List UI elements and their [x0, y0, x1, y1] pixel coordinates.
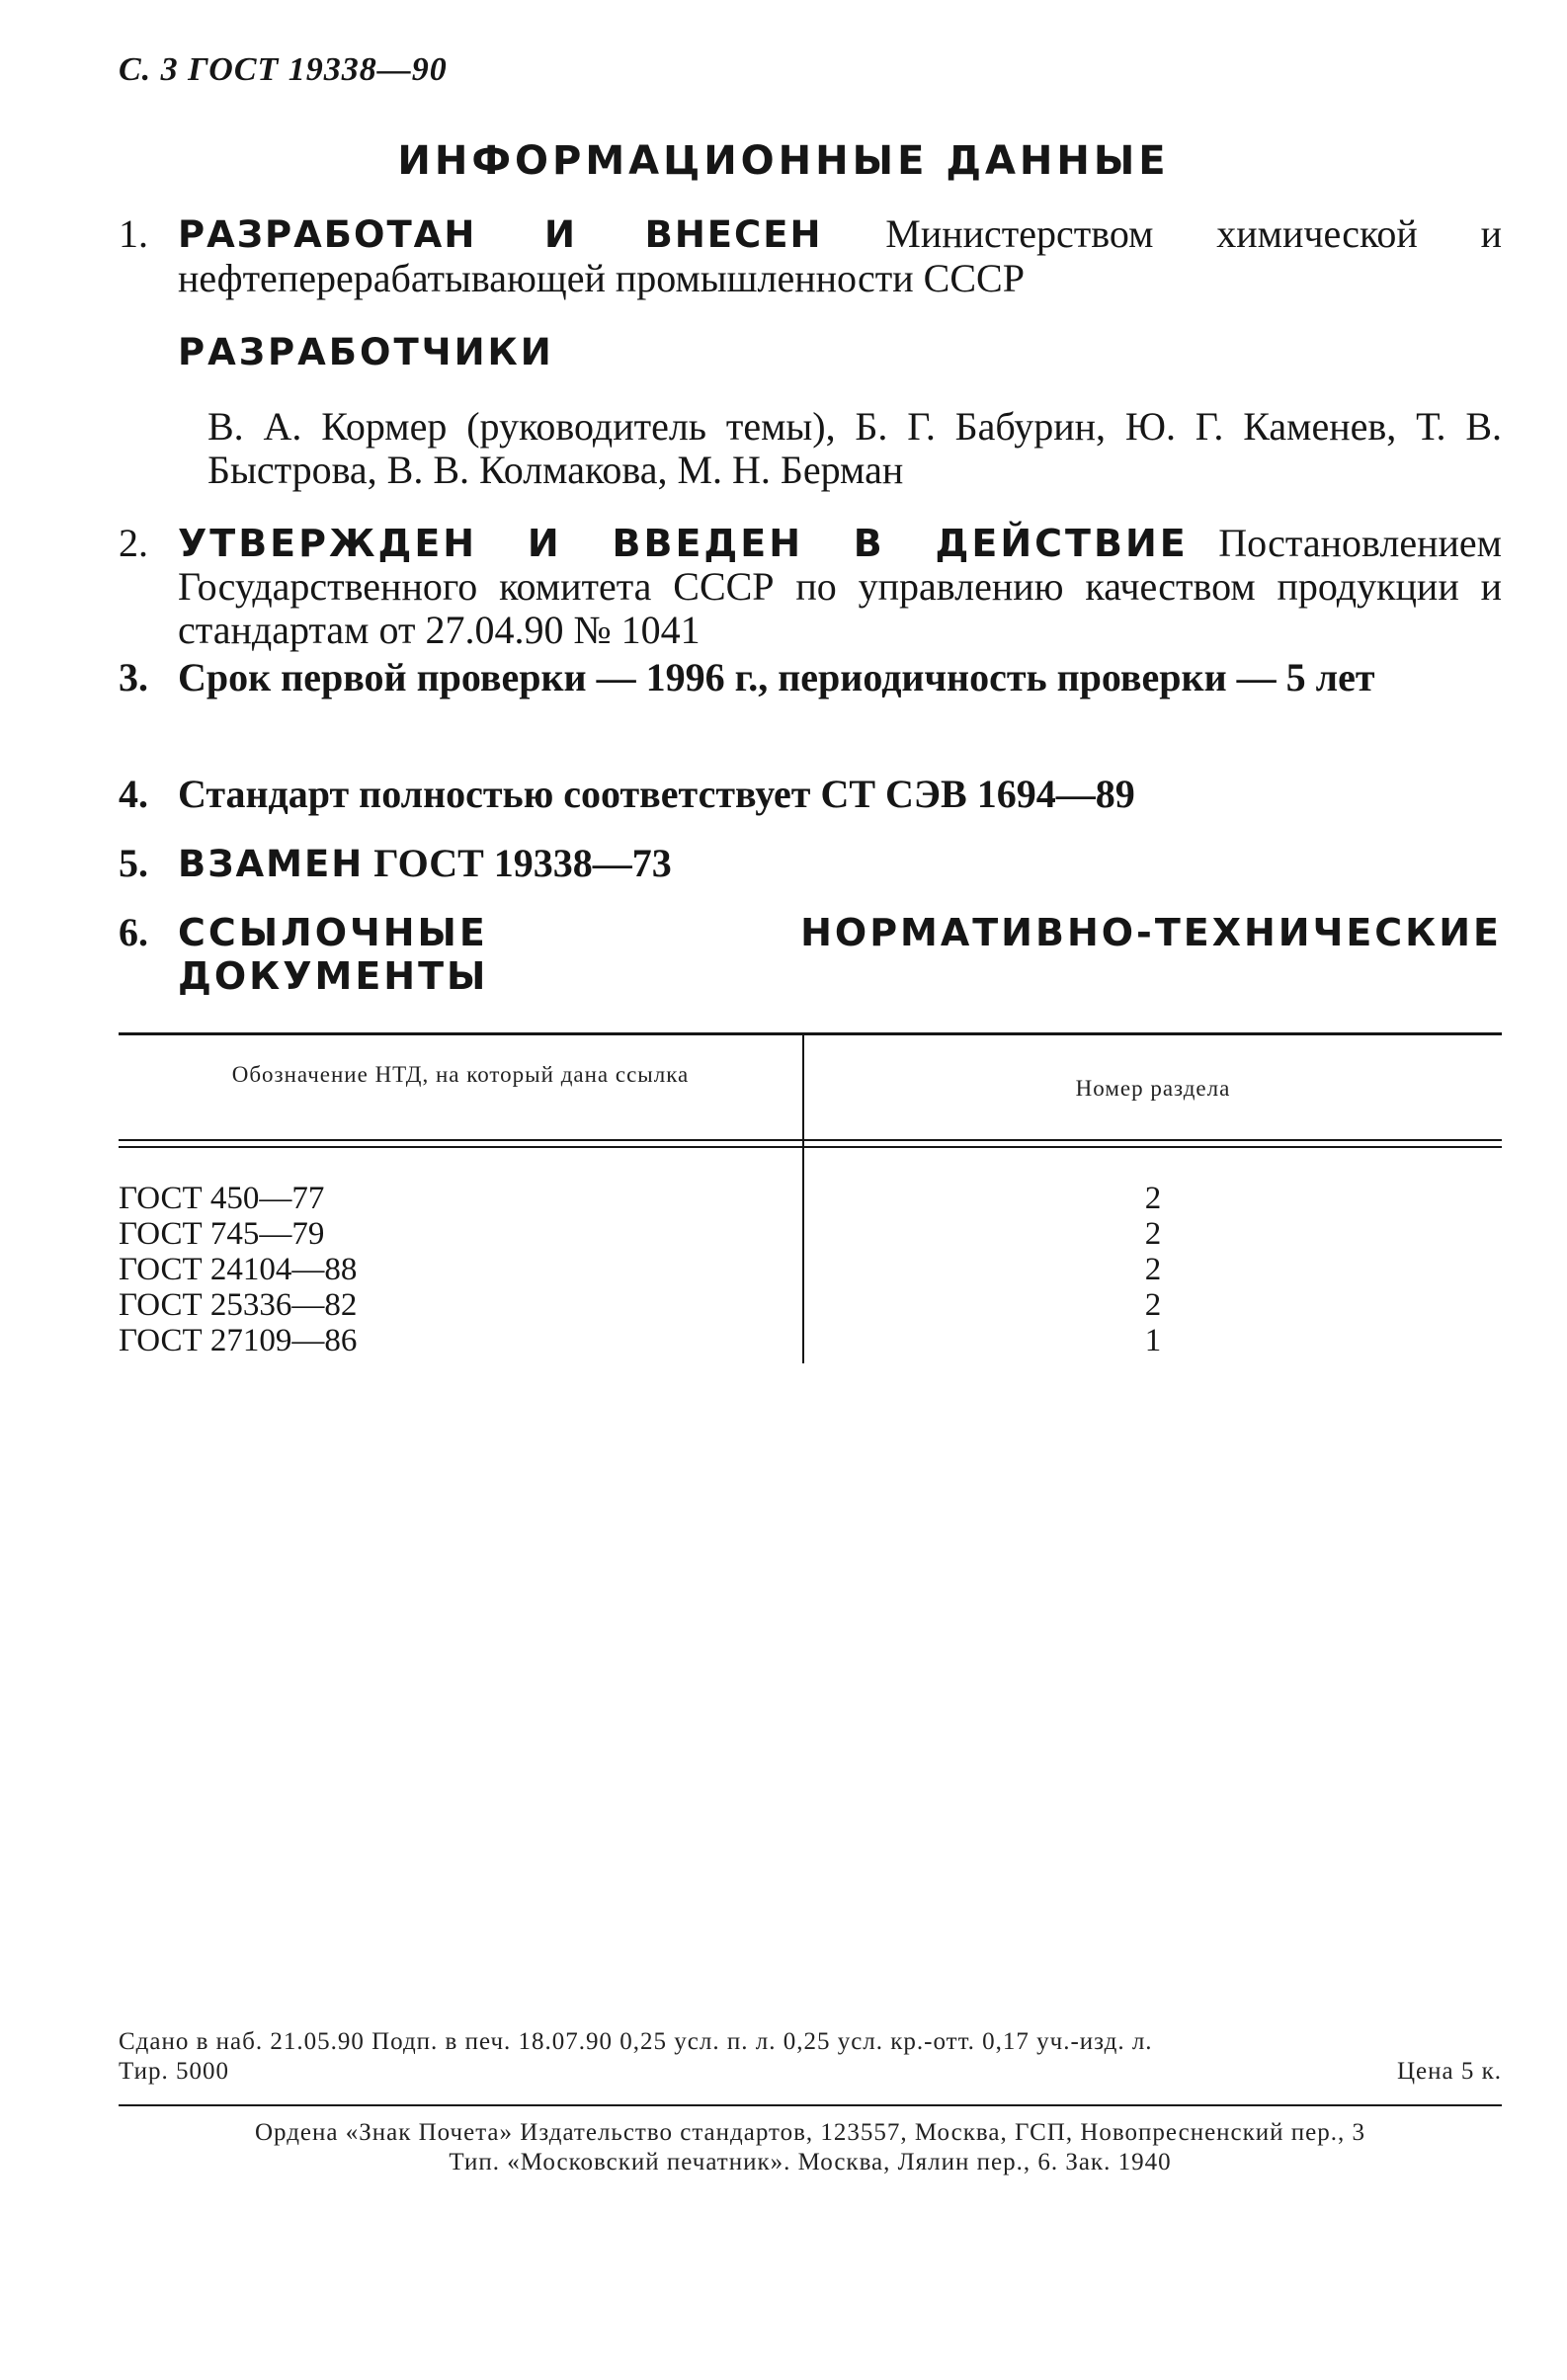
- info-item-3: [119, 656, 1502, 699]
- running-header: С. 3 ГОСТ 19338—90: [119, 51, 448, 88]
- table-header-rule: [119, 1146, 1502, 1148]
- table-row: [119, 1216, 1502, 1252]
- item-number: 3.: [119, 655, 148, 699]
- section-number: 1: [1144, 1323, 1162, 1358]
- reference-document: ГОСТ 25336—82: [119, 1287, 358, 1323]
- publisher-info: [99, 2118, 1522, 2177]
- info-item-6: [119, 911, 1502, 998]
- item-number: 6.: [119, 910, 148, 954]
- reference-documents-table: [119, 1032, 1502, 1368]
- print-imprint: [119, 2027, 1502, 2087]
- item-number: 4.: [119, 772, 148, 816]
- table-row: [119, 1323, 1502, 1358]
- table-body: [119, 1181, 1502, 1358]
- section-number: 2: [1144, 1287, 1162, 1323]
- reference-document: ГОСТ 745—79: [119, 1216, 325, 1252]
- item-text: ГОСТ 19338—73: [364, 841, 672, 885]
- printer-line: Тип. «Московский печатник». Москва, Лялин пер., 6. Зак. 1940: [449, 2149, 1172, 2175]
- info-item-5: [119, 842, 1502, 886]
- developers-heading: РАЗРАБОТЧИКИ: [178, 331, 554, 373]
- column-header-document: Обозначение НТД, на который дана ссылка: [231, 1062, 690, 1087]
- table-row: [119, 1287, 1502, 1323]
- table-row: [119, 1252, 1502, 1287]
- section-number: 2: [1144, 1216, 1162, 1252]
- reference-document: ГОСТ 27109—86: [119, 1323, 358, 1358]
- publisher-line: Ордена «Знак Почета» Издательство стандартов, 123557, Москва, ГСП, Новопресненский пер., 3: [254, 2119, 1366, 2146]
- item-lead: РАЗРАБОТАН И ВНЕСЕН: [178, 213, 823, 256]
- item-number: 5.: [119, 841, 148, 885]
- item-number: 1.: [119, 211, 148, 256]
- section-number: 2: [1144, 1181, 1162, 1216]
- reference-document: ГОСТ 24104—88: [119, 1252, 358, 1287]
- table-top-rule: [119, 1032, 1502, 1035]
- info-item-1: [119, 212, 1502, 300]
- item-text: Срок первой проверки — 1996 г., периодичность проверки — 5 лет: [178, 655, 1375, 699]
- item-text: Министерством химической и нефтеперерабатывающей промышленности СССР: [178, 211, 1502, 300]
- imprint-print-run: Тир. 5000: [119, 2058, 230, 2085]
- imprint-rule: [119, 2104, 1502, 2106]
- item-lead: ВЗАМЕН: [178, 843, 365, 885]
- item-number: 2.: [119, 521, 148, 565]
- column-header-section: Номер раздела: [1075, 1076, 1231, 1101]
- section-number: 2: [1144, 1252, 1162, 1287]
- imprint-price: Цена 5 к.: [1396, 2058, 1502, 2085]
- item-lead: УТВЕРЖДЕН И ВВЕДЕН В ДЕЙСТВИЕ: [178, 522, 1189, 565]
- developers-list: В. А. Кормер (руководитель темы), Б. Г. Бабурин, Ю. Г. Каменев, Т. В. Быстрова, В. В. Колмакова, М. Н. Берман: [207, 404, 1502, 492]
- imprint-typesetting-line: Сдано в наб. 21.05.90 Подп. в печ. 18.07.90 0,25 усл. п. л. 0,25 усл. кр.-отт. 0,17 уч.-изд. л.: [119, 2028, 1153, 2055]
- item-text: Постановлением Государственного комитета СССР по управлению качеством продукции и стандартам от 27.04.90 № 1041: [178, 521, 1502, 652]
- item-text: Стандарт полностью соответствует СТ СЭВ 1694—89: [178, 772, 1135, 816]
- table-header-rule: [119, 1139, 1502, 1141]
- info-item-2: [119, 522, 1502, 652]
- item-lead: ССЫЛОЧНЫЕ НОРМАТИВНО-ТЕХНИЧЕСКИЕ ДОКУМЕНТЫ: [178, 911, 1502, 998]
- page-title: ИНФОРМАЦИОННЫЕ ДАННЫЕ: [397, 138, 1170, 184]
- info-item-4: [119, 773, 1502, 816]
- table-row: [119, 1181, 1502, 1216]
- reference-document: ГОСТ 450—77: [119, 1181, 325, 1216]
